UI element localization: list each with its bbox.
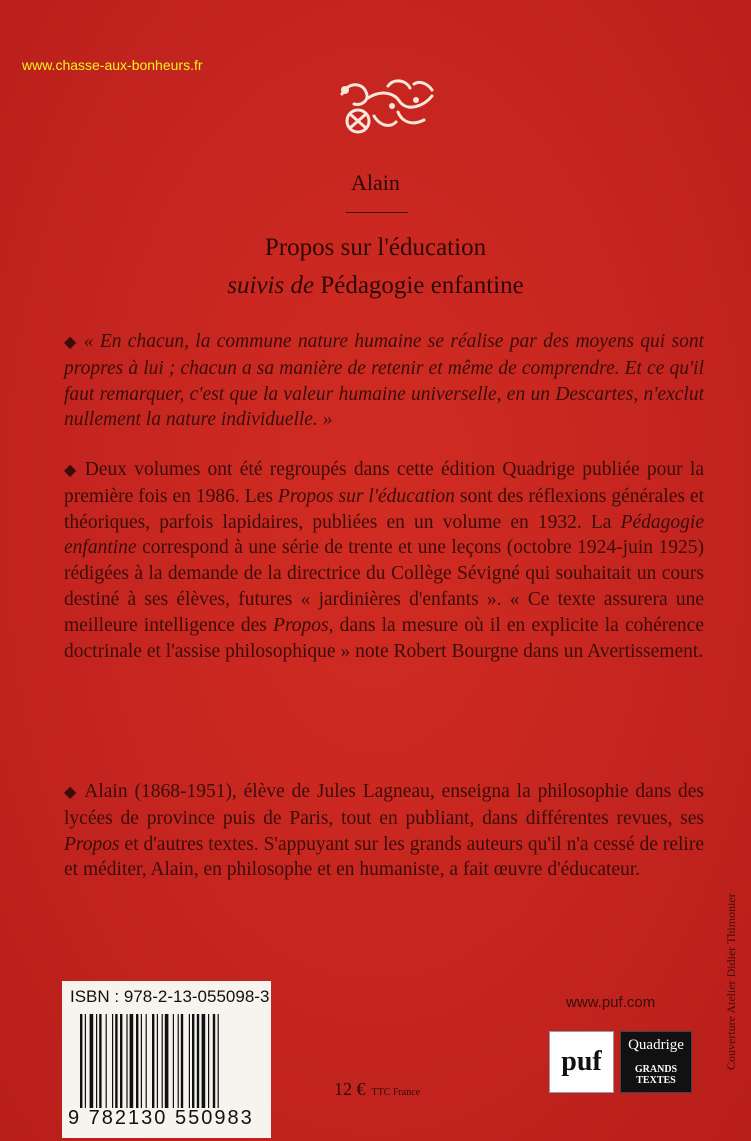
price bbox=[334, 1079, 420, 1100]
text-segment: Deux volumes ont été regroupés dans cette édition Quadrige publiée pour la première fois en 1986. Les bbox=[64, 459, 704, 507]
italic-title: Propos bbox=[273, 614, 329, 636]
price-note: TTC France bbox=[371, 1087, 421, 1098]
author-bio-paragraph bbox=[64, 779, 704, 883]
barcode-bar bbox=[162, 1014, 163, 1108]
quote-text: « En chacun, la commune nature humaine se réalise par des moyens qui sont propres à lui ; chacun a sa manière de retenir et même de comprendre. Et ce qu'il faut remarquer, c'est que la valeur humaine universelle, en un Descartes, n'exclut nullement la nature individuelle. » bbox=[64, 331, 704, 431]
italic-title: Propos sur l'éducation bbox=[277, 485, 455, 507]
barcode-digits: 9 782130 550983 bbox=[68, 1107, 254, 1129]
barcode-bar bbox=[213, 1014, 215, 1108]
barcode-bar bbox=[106, 1014, 107, 1108]
book-title: Propos sur l'éducation bbox=[264, 234, 487, 261]
text-segment: correspond à une série de trente et une leçons (octobre 1924-juin 1925) rédigées à la demande de la directrice du Collège Sévigné qui souhaitait un cours destiné à ses élèves, futures « jardinières d'enfants ». « Ce texte assurera une meilleure intelligence des bbox=[64, 537, 704, 636]
barcode-bar bbox=[112, 1014, 113, 1108]
barcode-bar bbox=[192, 1014, 194, 1108]
barcode-bar bbox=[208, 1014, 209, 1108]
barcode-bar bbox=[173, 1014, 174, 1108]
italic-title: Propos bbox=[64, 833, 120, 855]
barcode-bar bbox=[120, 1014, 122, 1108]
barcode-bar bbox=[202, 1014, 206, 1108]
barcode-bar bbox=[141, 1014, 142, 1108]
barcode-bar bbox=[189, 1014, 190, 1108]
barcode-bar bbox=[126, 1014, 127, 1108]
barcode-bar bbox=[152, 1014, 154, 1108]
subtitle-text: Pédagogie enfantine bbox=[320, 272, 524, 299]
barcode-bar bbox=[136, 1014, 138, 1108]
chariot-emblem-icon bbox=[328, 76, 444, 136]
barcode-icon bbox=[78, 1014, 258, 1108]
watermark-link[interactable]: www.chasse-aux-bonheurs.fr bbox=[22, 57, 203, 73]
series-subtitle: GRANDS TEXTES bbox=[634, 1064, 678, 1086]
bullet-diamond-icon: ◆ bbox=[64, 784, 79, 801]
barcode-bar bbox=[80, 1014, 82, 1108]
barcode-bar bbox=[181, 1014, 183, 1108]
barcode-bar bbox=[96, 1014, 97, 1108]
barcode-bar bbox=[197, 1014, 199, 1108]
price-value: 12 € bbox=[334, 1079, 366, 1099]
series-name: Quadrige bbox=[628, 1037, 684, 1053]
barcode-bar bbox=[99, 1014, 101, 1108]
barcode-bar bbox=[146, 1014, 147, 1108]
barcode-bar bbox=[85, 1014, 86, 1108]
subtitle-connector: suivis de bbox=[227, 272, 315, 299]
author-name: Alain bbox=[351, 170, 400, 195]
barcode-bar bbox=[165, 1014, 169, 1108]
text-segment: sont des réflexions générales et théoriques, parfois lapidaires, publiées en un volume en 1932. La bbox=[64, 485, 704, 533]
divider bbox=[346, 212, 408, 213]
quadrige-series-logo bbox=[620, 1031, 692, 1093]
isbn-label: ISBN : 978-2-13-055098-3 bbox=[70, 987, 270, 1006]
puf-logo: puf bbox=[549, 1031, 614, 1093]
text-segment: Alain (1868-1951), élève de Jules Lagneau, enseigna la philosophie dans des lycées de province puis de Paris, tout en publiant, dans différentes revues, ses bbox=[64, 781, 704, 829]
barcode-bar bbox=[115, 1014, 117, 1108]
barcode-bar bbox=[178, 1014, 179, 1108]
quote-paragraph bbox=[64, 329, 704, 433]
bullet-diamond-icon: ◆ bbox=[64, 334, 78, 351]
italic-title: Pédagogie enfantine bbox=[64, 511, 704, 559]
book-subtitle bbox=[0, 272, 751, 300]
text-segment: , dans la mesure où il en explicite la cohérence doctrinale et l'assise philosophique » note Robert Bourgne dans un Avertissement. bbox=[64, 614, 704, 662]
description-paragraph bbox=[64, 457, 704, 664]
barcode-bar bbox=[218, 1014, 219, 1108]
barcode-bar bbox=[90, 1014, 94, 1108]
bullet-diamond-icon: ◆ bbox=[64, 462, 79, 479]
cover-credit: Couverture Atelier Didier Thimonier bbox=[724, 893, 738, 1070]
text-segment: et d'autres textes. S'appuyant sur les grands auteurs qu'il n'a cessé de relire et méditer, Alain, en philosophe et en humaniste, a fait œuvre d'éducateur. bbox=[64, 833, 704, 881]
barcode-bar bbox=[157, 1014, 158, 1108]
publisher-website[interactable]: www.puf.com bbox=[566, 994, 656, 1011]
isbn-barcode-box bbox=[62, 981, 271, 1138]
barcode-bar bbox=[130, 1014, 134, 1108]
